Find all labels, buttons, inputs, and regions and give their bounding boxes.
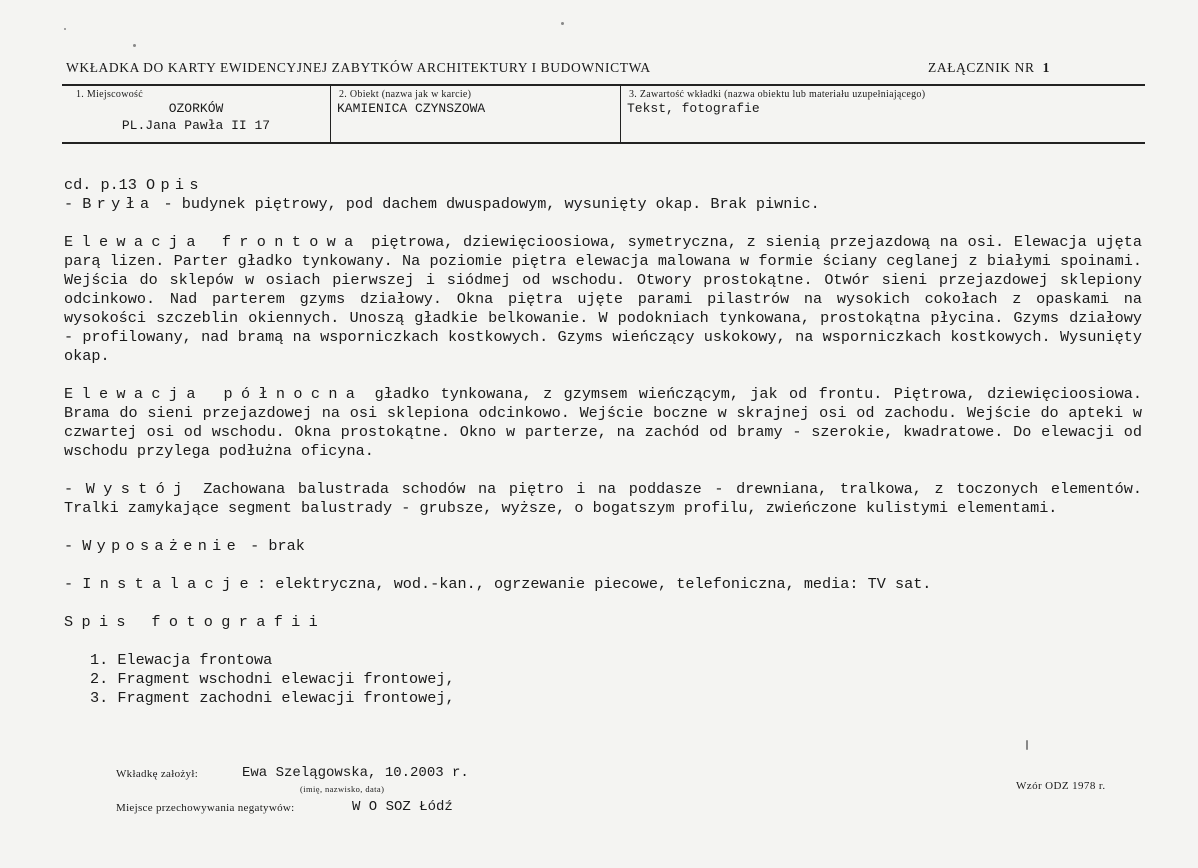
template-note: Wzór ODZ 1978 r. xyxy=(1016,780,1106,792)
location-address: PL.Jana Pawła II 17 xyxy=(121,118,271,133)
annex-label-text: ZAŁĄCZNIK NR xyxy=(928,60,1035,75)
scan-speck xyxy=(133,44,136,47)
scan-speck xyxy=(64,28,66,30)
instalacje-prefix: - xyxy=(64,575,83,593)
annex-number: 1 xyxy=(1042,60,1050,75)
instalacje-text: : elektryczna, wod.-kan., ogrzewanie piecowe, telefoniczna, media: TV sat. xyxy=(256,575,932,593)
location-cell xyxy=(62,86,330,142)
wyposazenie-text: - brak xyxy=(241,537,305,555)
section-north xyxy=(64,385,1142,461)
annex-label xyxy=(928,60,1050,76)
photo-list xyxy=(90,651,1142,708)
author-sublabel: (imię, nazwisko, data) xyxy=(300,784,385,794)
storage-value: W O SOZ Łódź xyxy=(352,799,453,815)
contents-label: 3. Zawartość wkładki (nazwa obiektu lub materiału uzupełniającego) xyxy=(629,89,926,100)
location-city: OZORKÓW xyxy=(168,101,224,116)
form-fields-table xyxy=(62,84,1145,144)
bryla-prefix: - xyxy=(64,195,83,213)
photos-heading-text: Spis fotografii xyxy=(64,613,327,631)
heading-prefix: cd. p.13 xyxy=(64,176,147,194)
storage-label: Miejsce przechowywania negatywów: xyxy=(116,802,295,814)
front-title: Elewacja frontowa xyxy=(64,233,362,251)
scan-speck xyxy=(1026,740,1028,750)
wyposazenie-prefix: - xyxy=(64,537,83,555)
wyposazenie-title: Wyposażenie xyxy=(82,537,242,555)
scan-speck xyxy=(561,22,564,25)
section-bryla xyxy=(64,195,1142,214)
form-title: WKŁADKA DO KARTY EWIDENCYJNEJ ZABYTKÓW ARCHITEKTURY I BUDOWNICTWA xyxy=(66,60,651,75)
object-cell xyxy=(330,86,621,142)
location-label: 1. Miejscowość xyxy=(76,89,143,100)
contents-value: Tekst, fotografie xyxy=(627,101,760,116)
section-front xyxy=(64,233,1142,366)
object-value: KAMIENICA CZYNSZOWA xyxy=(337,101,486,116)
author-label: Wkładkę założył: xyxy=(116,768,199,780)
section-instalacje xyxy=(64,575,1142,594)
bryla-text: - budynek piętrowy, pod dachem dwuspadowym, wysunięty okap. Brak piwnic. xyxy=(154,195,820,213)
north-text: gładko tynkowana, z gzymsem wieńczącym, jak od frontu. Piętrowa, dziewięcioosiowa. Brama do sieni przejazdowej na osi sklepiona odcinkowo. Wejście boczne w skrajnej osi od zachodu. Wejście do apteki w czwartej osi od wschodu. Okna prostokątne. Okno w parterze, na zachód od bramy - szerokie, kwadratowe. Do elewacji od wschodu przylega podłużna oficyna. xyxy=(64,385,1143,460)
description-body xyxy=(64,176,1142,708)
description-heading xyxy=(64,176,1142,195)
front-text: piętrowa, dziewięcioosiowa, symetryczna, z sienią przejazdową na osi. Elewacja ujęta parą lizen. Parter gładko tynkowany. Na poziomie piętra elewacja malowana w formie ściany ceglanej z białymi spoinami. Wejścia do sklepów w osiach pierwszej i siódmej od wschodu. Otwory prostokątne. Otwór sieni przejazdowej sklepiony odcinkowo. Nad parterem gzyms działowy. Okna piętra ujęte parami pilastrów na wysokich cokołach z opaskami na wysokości szczeblin okiennych. Unoszą gładkie belkowanie. W podokniach tynkowana, prostokątna płycina. Gzyms działowy - profilowany, nad bramą na wsporniczkach kostkowych. Gzyms wieńczący uskokowy, na wsporniczkach kostkowych. Wysunięty okap. xyxy=(64,233,1142,365)
wystroj-prefix: - xyxy=(64,480,86,498)
section-wyposazenie xyxy=(64,537,1142,556)
photos-heading xyxy=(64,613,1142,632)
wystroj-title: Wystój xyxy=(85,480,191,498)
wystroj-text: Zachowana balustrada schodów na piętro i na poddasze - drewniana, tralkowa, z toczonych elementów. Tralki zamykające segment balustrady - grubsze, wyższe, o bogatszym profilu, zwieńczone kulistymi elementami. xyxy=(64,480,1142,517)
list-item: 3. Fragment zachodni elewacji frontowej, xyxy=(90,689,455,707)
author-value: Ewa Szelągowska, 10.2003 r. xyxy=(242,765,469,781)
instalacje-title: Instalacje xyxy=(82,575,257,593)
north-title: Elewacja północna xyxy=(64,385,364,403)
contents-cell xyxy=(620,86,1146,142)
heading-opis: Opis xyxy=(146,176,204,194)
list-item: 1. Elewacja frontowa xyxy=(90,651,273,669)
object-label: 2. Obiekt (nazwa jak w karcie) xyxy=(339,89,472,100)
section-wystroj xyxy=(64,480,1142,518)
bryla-title: Bryła xyxy=(82,195,155,213)
list-item: 2. Fragment wschodni elewacji frontowej, xyxy=(90,670,455,688)
